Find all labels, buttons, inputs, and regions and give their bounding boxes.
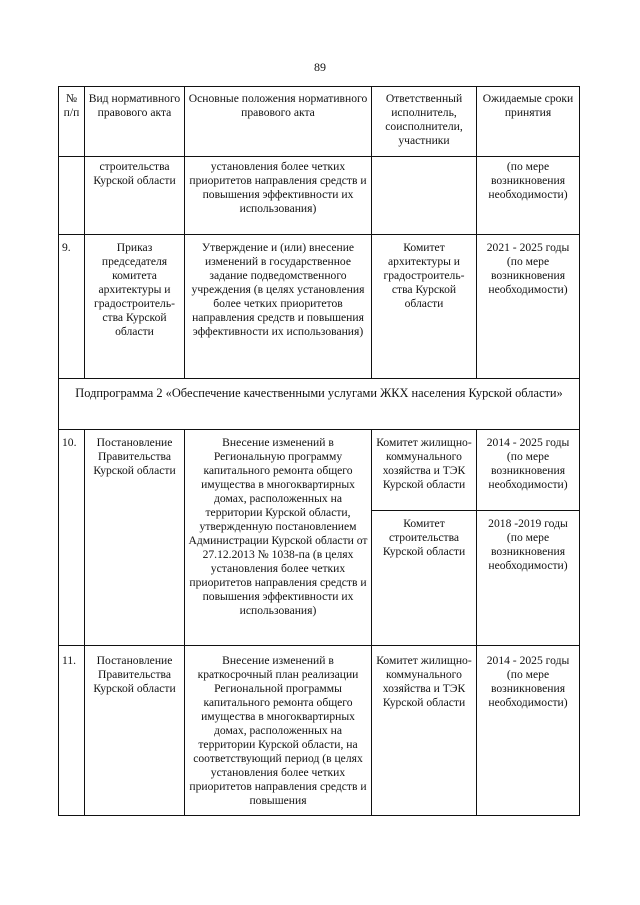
- row-act-type: Приказ председателя комитета архитектуры и градостроитель-ства Курской области: [85, 235, 185, 379]
- row-dates: 2021 - 2025 годы (по мере возникновения необходимости): [477, 235, 580, 379]
- row-act-type: строительства Курской области: [85, 157, 185, 235]
- row-num: 10.: [59, 430, 85, 646]
- row-num: 11.: [59, 646, 85, 816]
- row-responsible: Комитет жилищно-коммунального хозяйства и ТЭК Курской области: [372, 646, 477, 816]
- row-provisions: Утверждение и (или) внесение изменений в государственное задание подведомственного учреждения (в целях установления более четких приоритетов направления средств и повышения эффективности их использования): [185, 235, 372, 379]
- table-row: [59, 235, 580, 379]
- subprogram-title: Подпрограмма 2 «Обеспечение качественными услугами ЖКХ населения Курской области»: [59, 379, 580, 430]
- row-dates: 2014 - 2025 годы (по мере возникновения необходимости): [477, 430, 580, 511]
- row-provisions: Внесение изменений в краткосрочный план реализации Региональной программы капитального ремонта общего имущества в многоквартирных домах, расположенных на территории Курской области, на соответствующий период (в целях установления более четких приоритетов направления средств и повышения: [185, 646, 372, 816]
- row-act-type: Постановление Правительства Курской области: [85, 430, 185, 646]
- header-num: № п/п: [59, 87, 85, 157]
- row-provisions: Внесение изменений в Региональную программу капитального ремонта общего имущества в многоквартирных домах, расположенных на территории Курской области, утвержденную постановлением Администрации Курской области от 27.12.2013 № 1038-па (в целях установления более четких приоритетов направления средств и повышения эффективности их использования): [185, 430, 372, 646]
- row-dates: 2018 -2019 годы (по мере возникновения необходимости): [477, 511, 580, 646]
- table-row: [59, 646, 580, 816]
- header-dates: Ожидаемые сроки принятия: [477, 87, 580, 157]
- table-row: [59, 430, 580, 511]
- table-header-row: [59, 87, 580, 157]
- row-act-type: Постановление Правительства Курской области: [85, 646, 185, 816]
- header-provisions: Основные положения нормативного правового акта: [185, 87, 372, 157]
- row-responsible: [372, 157, 477, 235]
- row-responsible: Комитет архитектуры и градостроитель-ства Курской области: [372, 235, 477, 379]
- row-responsible: Комитет строительства Курской области: [372, 511, 477, 646]
- row-num: [59, 157, 85, 235]
- page-number: 89: [314, 60, 326, 74]
- row-provisions: установления более четких приоритетов направления средств и повышения эффективности их использования): [185, 157, 372, 235]
- normative-acts-table: [58, 86, 580, 816]
- row-responsible: Комитет жилищно-коммунального хозяйства и ТЭК Курской области: [372, 430, 477, 511]
- header-responsible: Ответственный исполнитель, соисполнители, участники: [372, 87, 477, 157]
- row-num: 9.: [59, 235, 85, 379]
- row-dates: 2014 - 2025 годы (по мере возникновения необходимости): [477, 646, 580, 816]
- table-row: [59, 157, 580, 235]
- header-act-type: Вид нормативного правового акта: [85, 87, 185, 157]
- subprogram-row: [59, 379, 580, 430]
- row-dates: (по мере возникновения необходимости): [477, 157, 580, 235]
